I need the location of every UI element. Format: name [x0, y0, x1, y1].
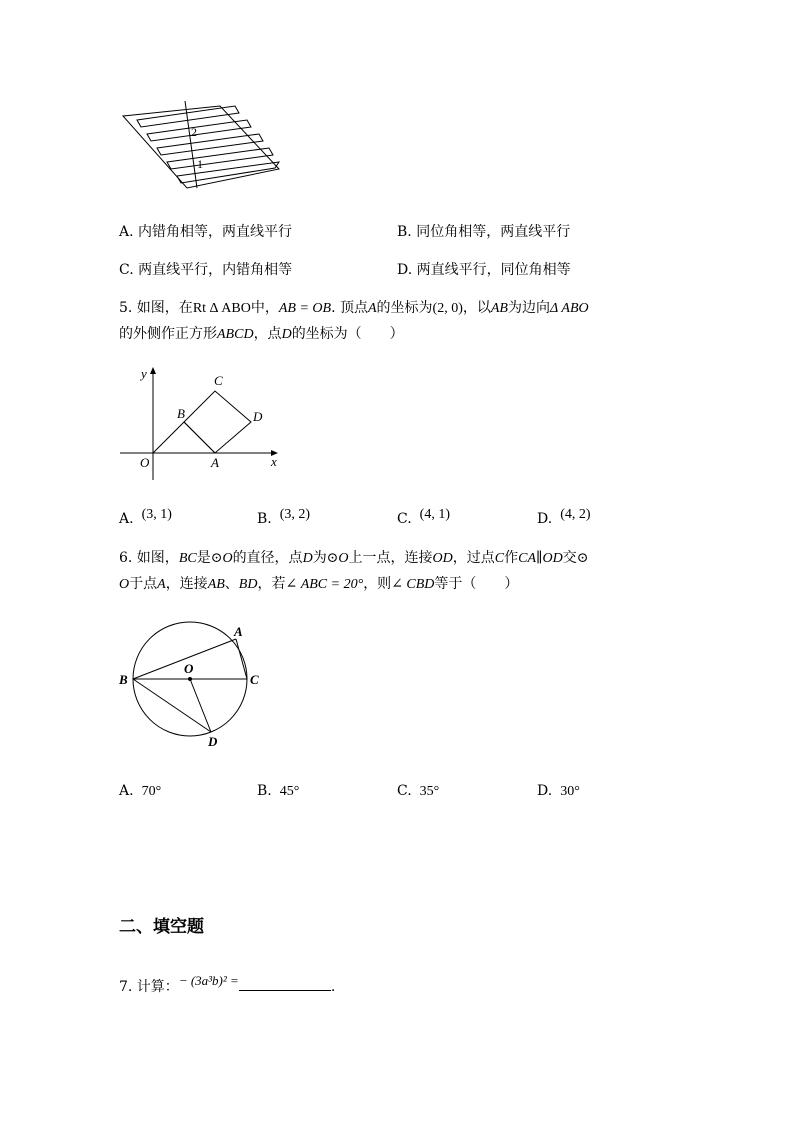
- q5-y-axis-label: y: [141, 366, 147, 381]
- q6-text-line2: [119, 574, 518, 595]
- q6-text: 交⊙: [562, 550, 589, 566]
- q4-angle-2-label: 2: [191, 125, 197, 139]
- q6-label-o: O: [184, 661, 194, 676]
- q5-coordinate: (2, 0): [432, 301, 463, 316]
- q6-text: ，则: [363, 576, 392, 592]
- q5-point-d: D: [281, 327, 292, 342]
- option-letter: D.: [537, 783, 553, 799]
- q7-number: 7. 计算：: [119, 979, 179, 995]
- section-heading: 二、填空题: [119, 917, 204, 937]
- q6-parallel: CA∥OD: [518, 551, 563, 566]
- q5-text: ，点: [253, 326, 282, 342]
- q6-option-d: [537, 781, 580, 802]
- q5-triangle: Δ ABO: [549, 301, 589, 316]
- q7-text: [119, 973, 336, 997]
- option-value: (3, 1): [141, 507, 172, 522]
- q6-segment-bc: BC: [178, 551, 197, 566]
- option-letter: B.: [257, 511, 272, 527]
- q5-text: ，以: [462, 300, 491, 316]
- q5-text: 的外侧作正方形: [119, 326, 217, 342]
- q5-text: 的坐标为（ ）: [291, 326, 404, 342]
- q6-label-d: D: [208, 734, 218, 749]
- q5-text: 中，: [250, 300, 279, 316]
- q5-square: ABCD: [217, 327, 254, 342]
- q6-text: ，若: [257, 576, 286, 592]
- q6-number: 6. 如图，: [119, 550, 179, 566]
- q6-segment-bd: BD: [238, 577, 258, 592]
- q4-option-c: C. 两直线平行，内错角相等: [119, 262, 293, 278]
- q5-point-a: A: [367, 301, 377, 316]
- q6-text: 的直径，点: [232, 550, 303, 566]
- q5-text-line2: [119, 324, 404, 345]
- option-letter: A.: [119, 783, 134, 799]
- q5-x-axis-label: x: [271, 454, 277, 469]
- q4-angle-1-label: 1: [197, 157, 203, 171]
- q5-label-b: B: [177, 406, 185, 421]
- q5-text: 的坐标为: [376, 300, 433, 316]
- q6-text: 为⊙: [312, 550, 339, 566]
- q6-text: 于点: [129, 576, 158, 592]
- q6-segment-ab: AB: [207, 577, 225, 592]
- q6-text: ，过点: [452, 550, 495, 566]
- q6-point-o: O: [119, 577, 130, 592]
- q5-text-line1: [119, 298, 589, 319]
- q5-rt-triangle: Rt Δ ABO: [192, 301, 251, 316]
- option-letter: C.: [397, 783, 412, 799]
- option-value: 35°: [419, 784, 440, 799]
- q5-text: 为边向: [507, 300, 550, 316]
- q7-expression: − (3a³b)² =: [178, 973, 239, 988]
- q5-option-a: [119, 509, 172, 530]
- option-value: (4, 2): [560, 507, 591, 522]
- q6-angle-cbd: ∠ CBD: [391, 577, 435, 592]
- q7-answer-blank[interactable]: [239, 976, 331, 991]
- q5-text: . 顶点: [331, 300, 368, 316]
- q4-option-b: B. 同位角相等，两直线平行: [397, 224, 571, 240]
- q6-option-a: [119, 781, 161, 802]
- q6-point-d: D: [302, 551, 313, 566]
- q4-figure: [115, 96, 285, 196]
- q5-segment-ab: AB: [490, 301, 508, 316]
- q6-text-line1: [119, 548, 588, 569]
- q4-option-d: D. 两直线平行，同位角相等: [397, 262, 571, 278]
- option-value: (3, 2): [279, 507, 311, 522]
- q5-label-c: C: [214, 373, 223, 388]
- q6-text: 等于（ ）: [434, 576, 519, 592]
- q5-number: 5. 如图，在: [119, 300, 193, 316]
- q6-figure: [112, 612, 272, 752]
- q6-text: 上一点，连接: [348, 550, 433, 566]
- q5-label-a: A: [211, 455, 219, 470]
- q6-text: ，连接: [165, 576, 208, 592]
- option-value: (4, 1): [419, 507, 450, 522]
- q5-equation: AB = OB: [278, 301, 332, 316]
- q5-label-d: D: [253, 409, 263, 424]
- option-letter: B.: [257, 783, 272, 799]
- q6-angle-abc: ∠ ABC = 20°: [285, 577, 364, 592]
- q6-option-c: [397, 781, 439, 802]
- q6-text: 作: [504, 550, 519, 566]
- q6-point-a: A: [157, 577, 166, 592]
- option-letter: C.: [397, 511, 412, 527]
- q6-point-o: O: [222, 551, 233, 566]
- q6-label-b: B: [119, 672, 128, 687]
- q6-label-a: A: [234, 624, 243, 639]
- q7-period: .: [330, 979, 336, 995]
- option-value: 70°: [141, 784, 162, 799]
- q5-option-d: [537, 509, 591, 530]
- q4-option-a: A. 内错角相等，两直线平行: [119, 224, 293, 240]
- q5-figure: [115, 362, 290, 487]
- q5-option-b: [257, 509, 310, 530]
- q6-point-o: O: [338, 551, 349, 566]
- q6-option-b: [257, 781, 299, 802]
- q5-option-c: [397, 509, 450, 530]
- q6-text: 是⊙: [196, 550, 223, 566]
- option-value: 45°: [279, 784, 300, 799]
- option-value: 30°: [560, 784, 580, 799]
- option-letter: D.: [537, 511, 553, 527]
- option-letter: A.: [119, 511, 134, 527]
- q6-label-c: C: [250, 672, 259, 687]
- q6-point-c: C: [494, 551, 505, 566]
- q6-text: 、: [224, 576, 239, 592]
- q6-segment-od: OD: [432, 551, 453, 566]
- q5-label-o: O: [140, 455, 150, 470]
